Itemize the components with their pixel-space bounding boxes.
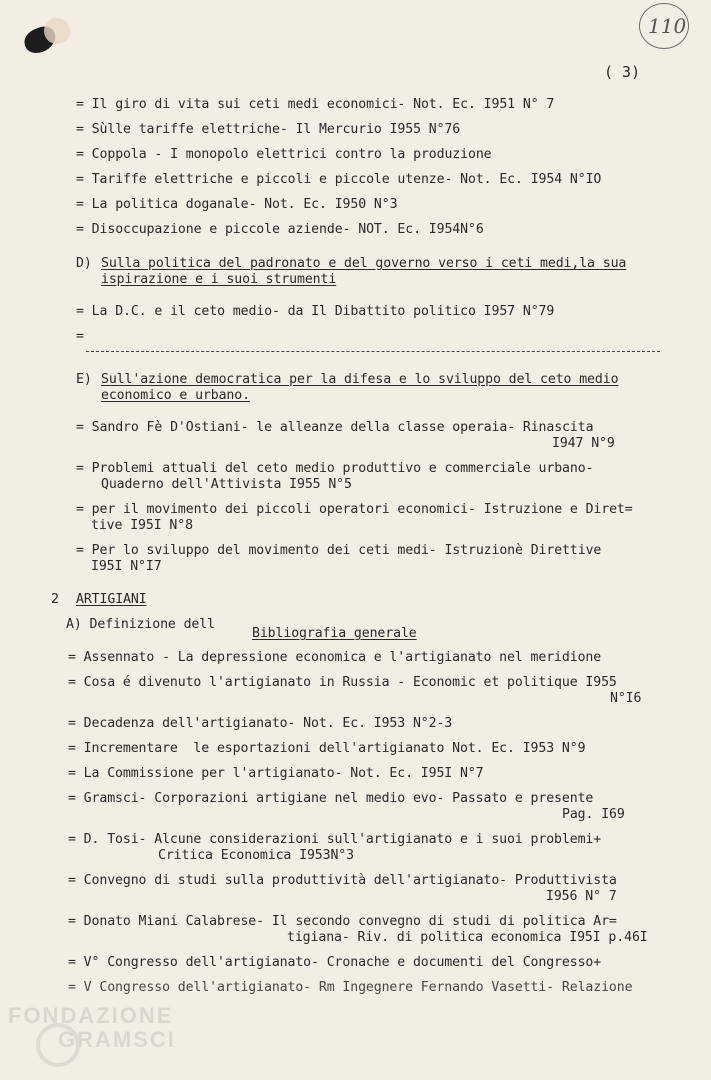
entry-line: Quaderno dell'Attivista I955 N°5 — [101, 477, 352, 492]
entry-line: = V Congresso dell'artigianato- Rm Ingegnere Fernando Vasetti- Relazione — [68, 980, 633, 995]
section-label: D) — [76, 256, 92, 271]
subsection-heading: Bibliografia generale — [252, 626, 417, 641]
entry-line: = Problemi attuali del ceto medio produttivo e commerciale urbano- — [76, 461, 594, 476]
entry-line: = Coppola - I monopolo elettrici contro la produzione — [76, 147, 492, 162]
section-heading: Sull'azione democratica per la difesa e lo sviluppo del ceto medio — [101, 372, 619, 387]
entry-line: = La D.C. e il ceto medio- da Il Dibattito politico I957 N°79 — [76, 304, 555, 319]
entry-line: = V° Congresso dell'artigianato- Cronache e documenti del Congresso+ — [68, 955, 602, 970]
entry-line: I956 N° 7 — [546, 889, 617, 904]
watermark-line1: FONDAZIONE — [8, 1003, 174, 1028]
subsection-label: A) Definizione dell — [66, 617, 215, 632]
section-heading: Sulla politica del padronato e del governo verso i ceti medi,la sua — [101, 256, 627, 271]
entry-line: I95I N°I7 — [91, 559, 162, 574]
entry-line: = Sùlle tariffe elettriche- Il Mercurio I955 N°76 — [76, 122, 461, 137]
watermark — [8, 1003, 208, 1073]
page-number: ( 3) — [604, 63, 641, 81]
entry-line: tigiana- Riv. di politica economica I95I p.46I — [287, 930, 648, 945]
entry-line: = La politica doganale- Not. Ec. I950 N°3 — [76, 197, 398, 212]
entry-line: Critica Economica I953N°3 — [158, 848, 354, 863]
entry-line: = Tariffe elettriche e piccoli e piccole utenze- Not. Ec. I954 N°IO — [76, 172, 602, 187]
entry-line: tive I95I N°8 — [91, 518, 193, 533]
section-number: 2 — [51, 592, 59, 607]
entry-line: = Disoccupazione e piccole aziende- NOT. Ec. I954N°6 — [76, 222, 484, 237]
section-label: E) — [76, 372, 92, 387]
entry-line: = Il giro di vita sui ceti medi economici- Not. Ec. I951 N° 7 — [76, 97, 555, 112]
section-heading: ispirazione e i suoi strumenti — [101, 272, 337, 287]
entry-line: = Assennato - La depressione economica e l'artigianato nel meridione — [68, 650, 602, 665]
entry-line: = La Commissione per l'artigianato- Not. Ec. I95I N°7 — [68, 766, 484, 781]
section-heading: economico e urbano. — [101, 388, 250, 403]
folio-number: 110 — [648, 14, 687, 38]
entry-line: = Donato Miani Calabrese- Il secondo convegno di studi di politica Ar= — [68, 914, 617, 929]
entry-line: = Decadenza dell'artigianato- Not. Ec. I953 N°2-3 — [68, 716, 453, 731]
paper-damage — [44, 18, 70, 44]
entry-line: = Gramsci- Corporazioni artigiane nel medio evo- Passato e presente — [68, 791, 594, 806]
entry-line: = D. Tosi- Alcune considerazioni sull'artigianato e i suoi problemi+ — [68, 832, 602, 847]
entry-line: = Sandro Fè D'Ostiani- le alleanze della classe operaia- Rinascita — [76, 420, 594, 435]
entry-line: Pag. I69 — [562, 807, 625, 822]
entry-line: = Per lo sviluppo del movimento dei ceti medi- Istruzionè Direttive — [76, 543, 602, 558]
entry-line: N°I6 — [610, 691, 642, 706]
entry-line: = Cosa é divenuto l'artigianato in Russia - Economic et politique I955 — [68, 675, 617, 690]
entry-line: = Convegno di studi sulla produttività dell'artigianato- Produttivista — [68, 873, 617, 888]
watermark-line2: GRAMSCI — [58, 1027, 176, 1052]
section-title: ARTIGIANI — [76, 592, 147, 607]
entry-line: = Incrementare le esportazioni dell'artigianato Not. Ec. I953 N°9 — [68, 741, 586, 756]
dashed-divider — [86, 351, 660, 352]
folio-stamp — [639, 3, 689, 49]
entry-line: I947 N°9 — [552, 436, 615, 451]
entry-line: = — [76, 329, 84, 344]
entry-line: = per il movimento dei piccoli operatori economici- Istruzione e Diret= — [76, 502, 633, 517]
